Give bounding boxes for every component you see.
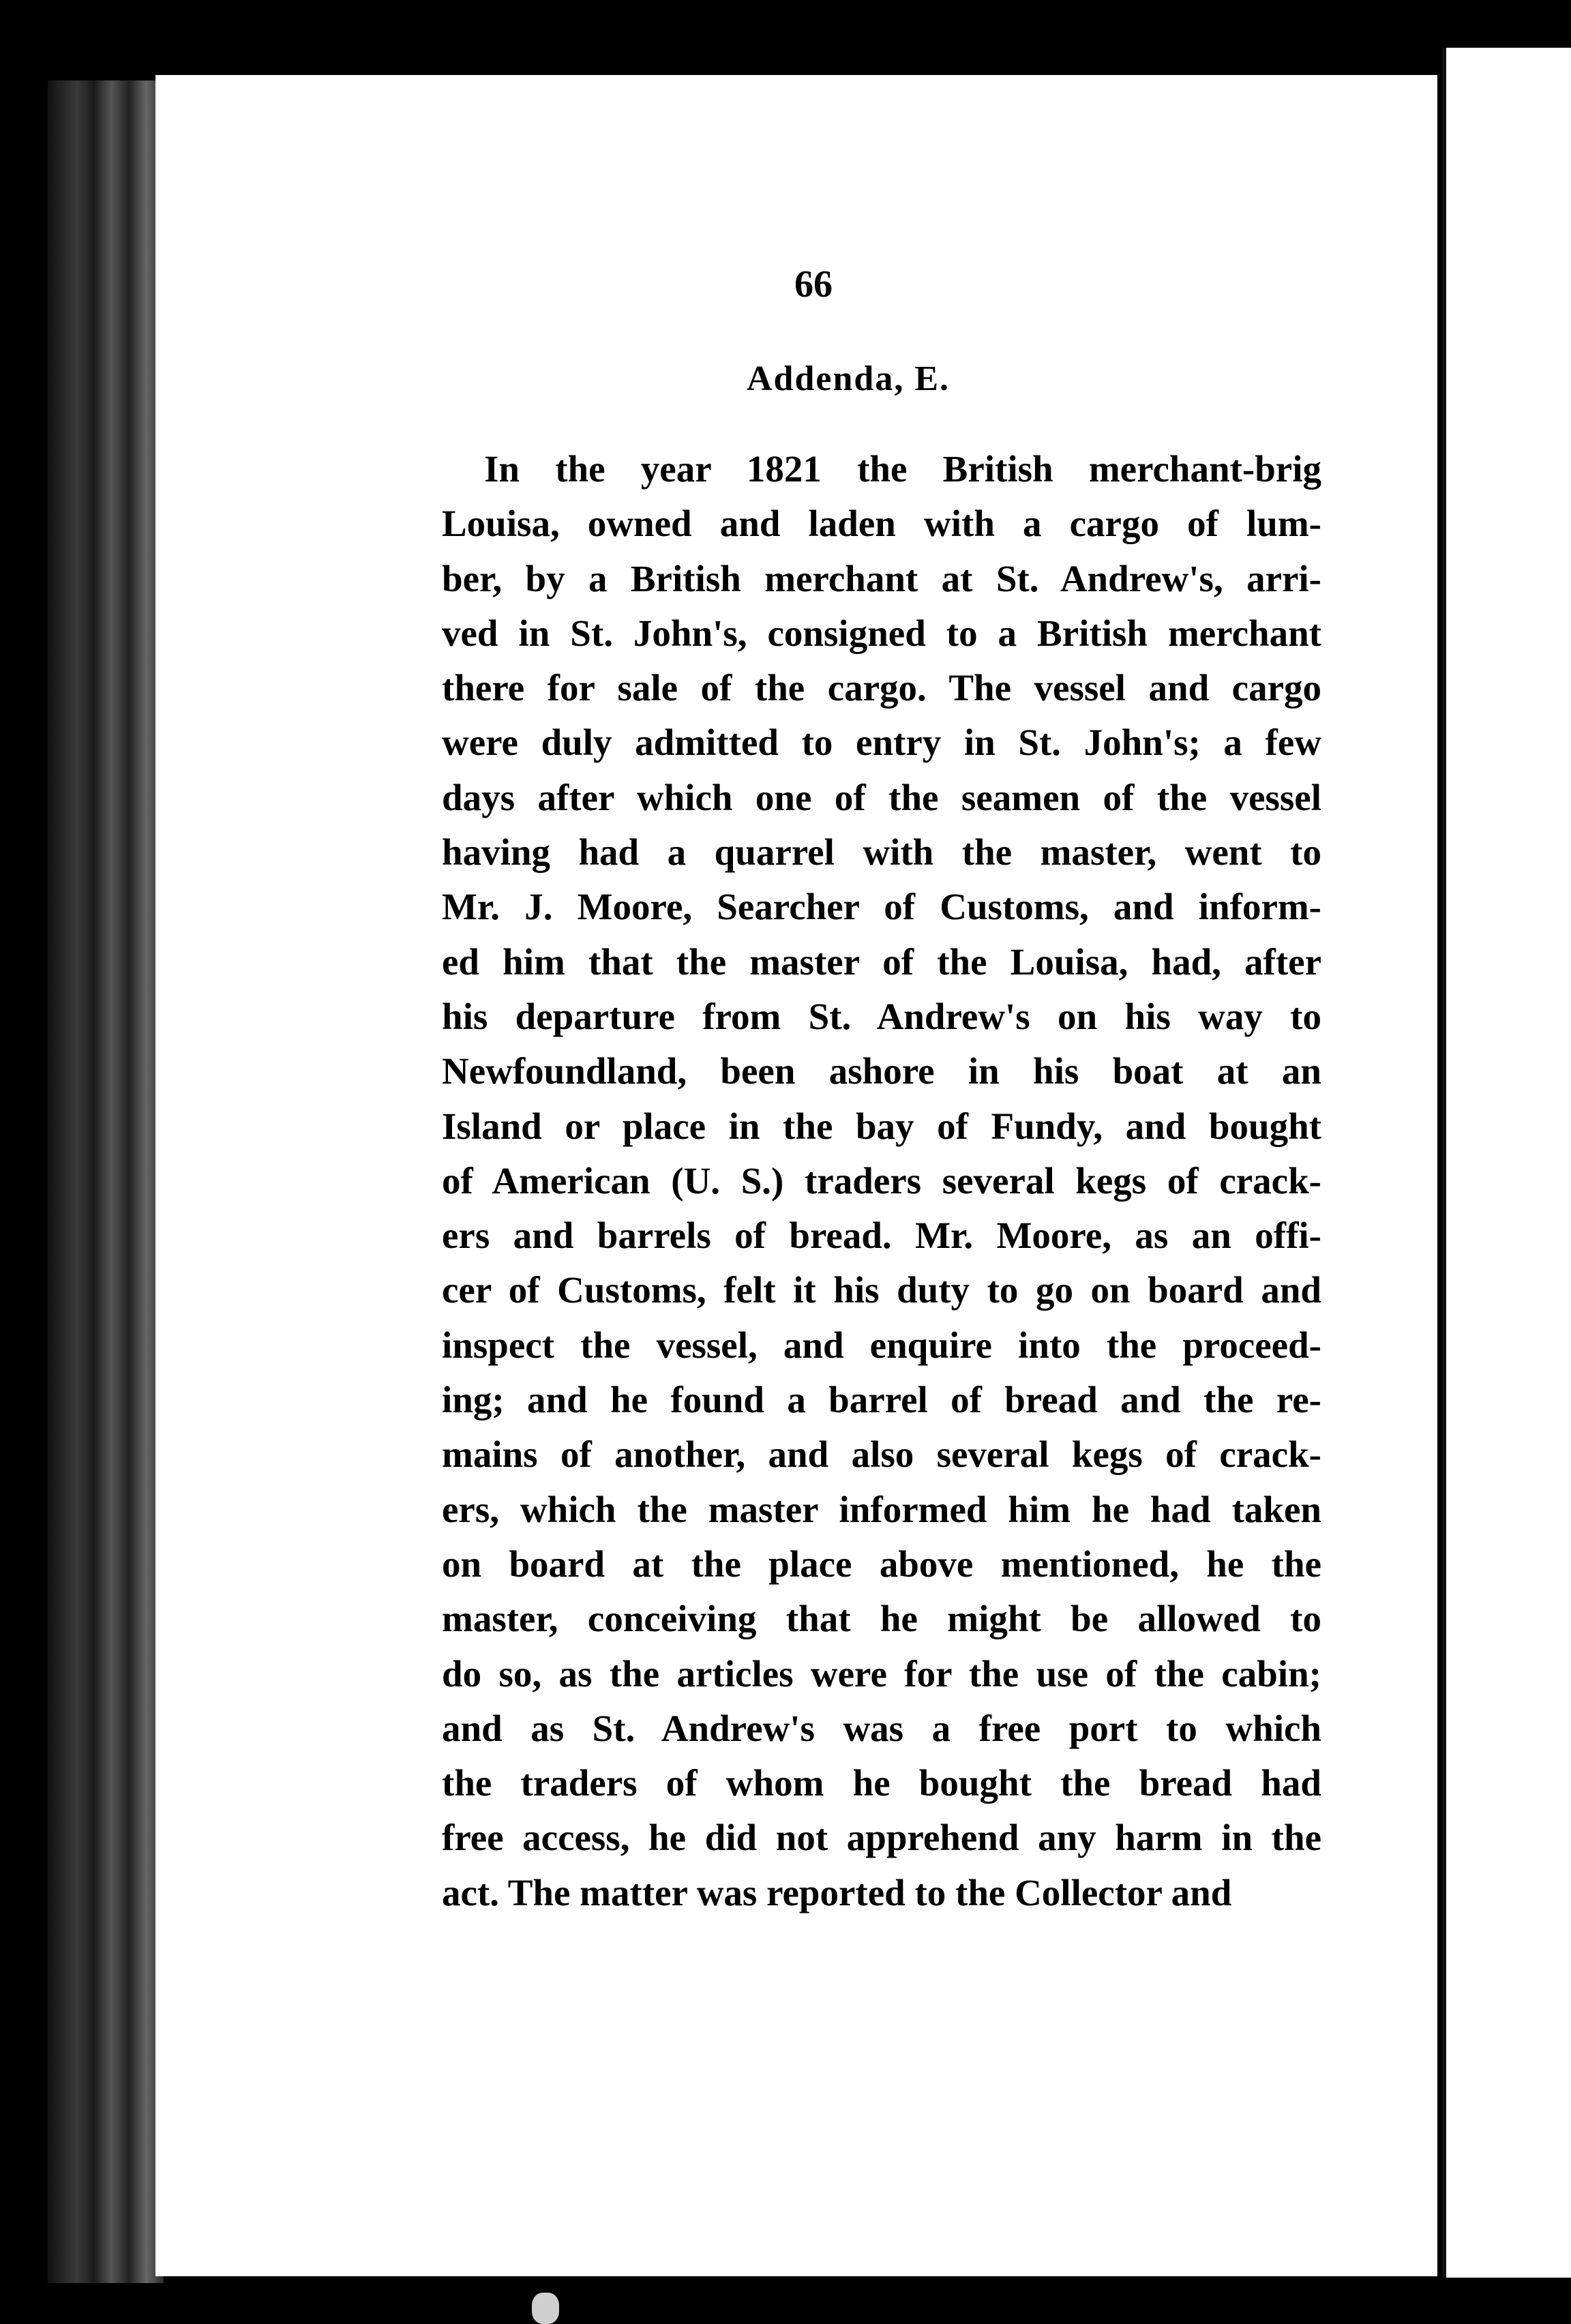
section-heading: Addenda, E. <box>747 359 950 398</box>
text-line: days after which one of the seamen of the vessel <box>442 776 1321 818</box>
text-line: of American (U. S.) traders several kegs of crack- <box>442 1159 1321 1202</box>
text-line: there for sale of the cargo. The vessel and cargo <box>442 667 1321 709</box>
text-line: Island or place in the bay of Fundy, and bought <box>442 1105 1321 1147</box>
book-gutter-edge <box>48 80 164 2283</box>
text-line: do so, as the articles were for the use of the cabin; <box>442 1652 1321 1695</box>
text-line: ing; and he found a barrel of bread and the re- <box>442 1379 1321 1421</box>
text-line: his departure from St. Andrew's on his way to <box>442 995 1321 1037</box>
body-paragraph <box>442 442 1321 1920</box>
text-line: Louisa, owned and laden with a cargo of lum- <box>442 503 1321 545</box>
text-line: Newfoundland, been ashore in his boat at an <box>442 1050 1321 1092</box>
text-line: cer of Customs, felt it his duty to go on board and <box>442 1269 1321 1311</box>
text-line: having had a quarrel with the master, went to <box>442 831 1321 874</box>
text-line: master, conceiving that he might be allowed to <box>442 1598 1321 1640</box>
text-line: Mr. J. Moore, Searcher of Customs, and inform- <box>442 886 1321 928</box>
text-line: In the year 1821 the British merchant-brig <box>484 448 1321 490</box>
text-line: ed him that the master of the Louisa, had, after <box>442 940 1321 983</box>
page-number: 66 <box>794 263 833 306</box>
facing-page-edge <box>1442 48 1571 2278</box>
text-line: the traders of whom he bought the bread had <box>442 1762 1321 1804</box>
text-line: act. The matter was reported to the Collector and <box>442 1871 1232 1913</box>
text-line: on board at the place above mentioned, he the <box>442 1543 1321 1585</box>
text-line: inspect the vessel, and enquire into the proceed- <box>442 1324 1321 1366</box>
text-line: ers, which the master informed him he had taken <box>442 1488 1321 1530</box>
text-line: and as St. Andrew's was a free port to which <box>442 1707 1321 1749</box>
text-line: ved in St. John's, consigned to a British merchant <box>442 612 1321 654</box>
text-line: free access, he did not apprehend any harm in the <box>442 1817 1321 1859</box>
text-line: ber, by a British merchant at St. Andrew's, arri- <box>442 557 1321 599</box>
text-line: ers and barrels of bread. Mr. Moore, as an offi- <box>442 1215 1321 1257</box>
text-line: mains of another, and also several kegs of crack- <box>442 1433 1321 1476</box>
scan-artifact-mark <box>532 2293 559 2324</box>
text-line: were duly admitted to entry in St. John's; a few <box>442 721 1321 764</box>
